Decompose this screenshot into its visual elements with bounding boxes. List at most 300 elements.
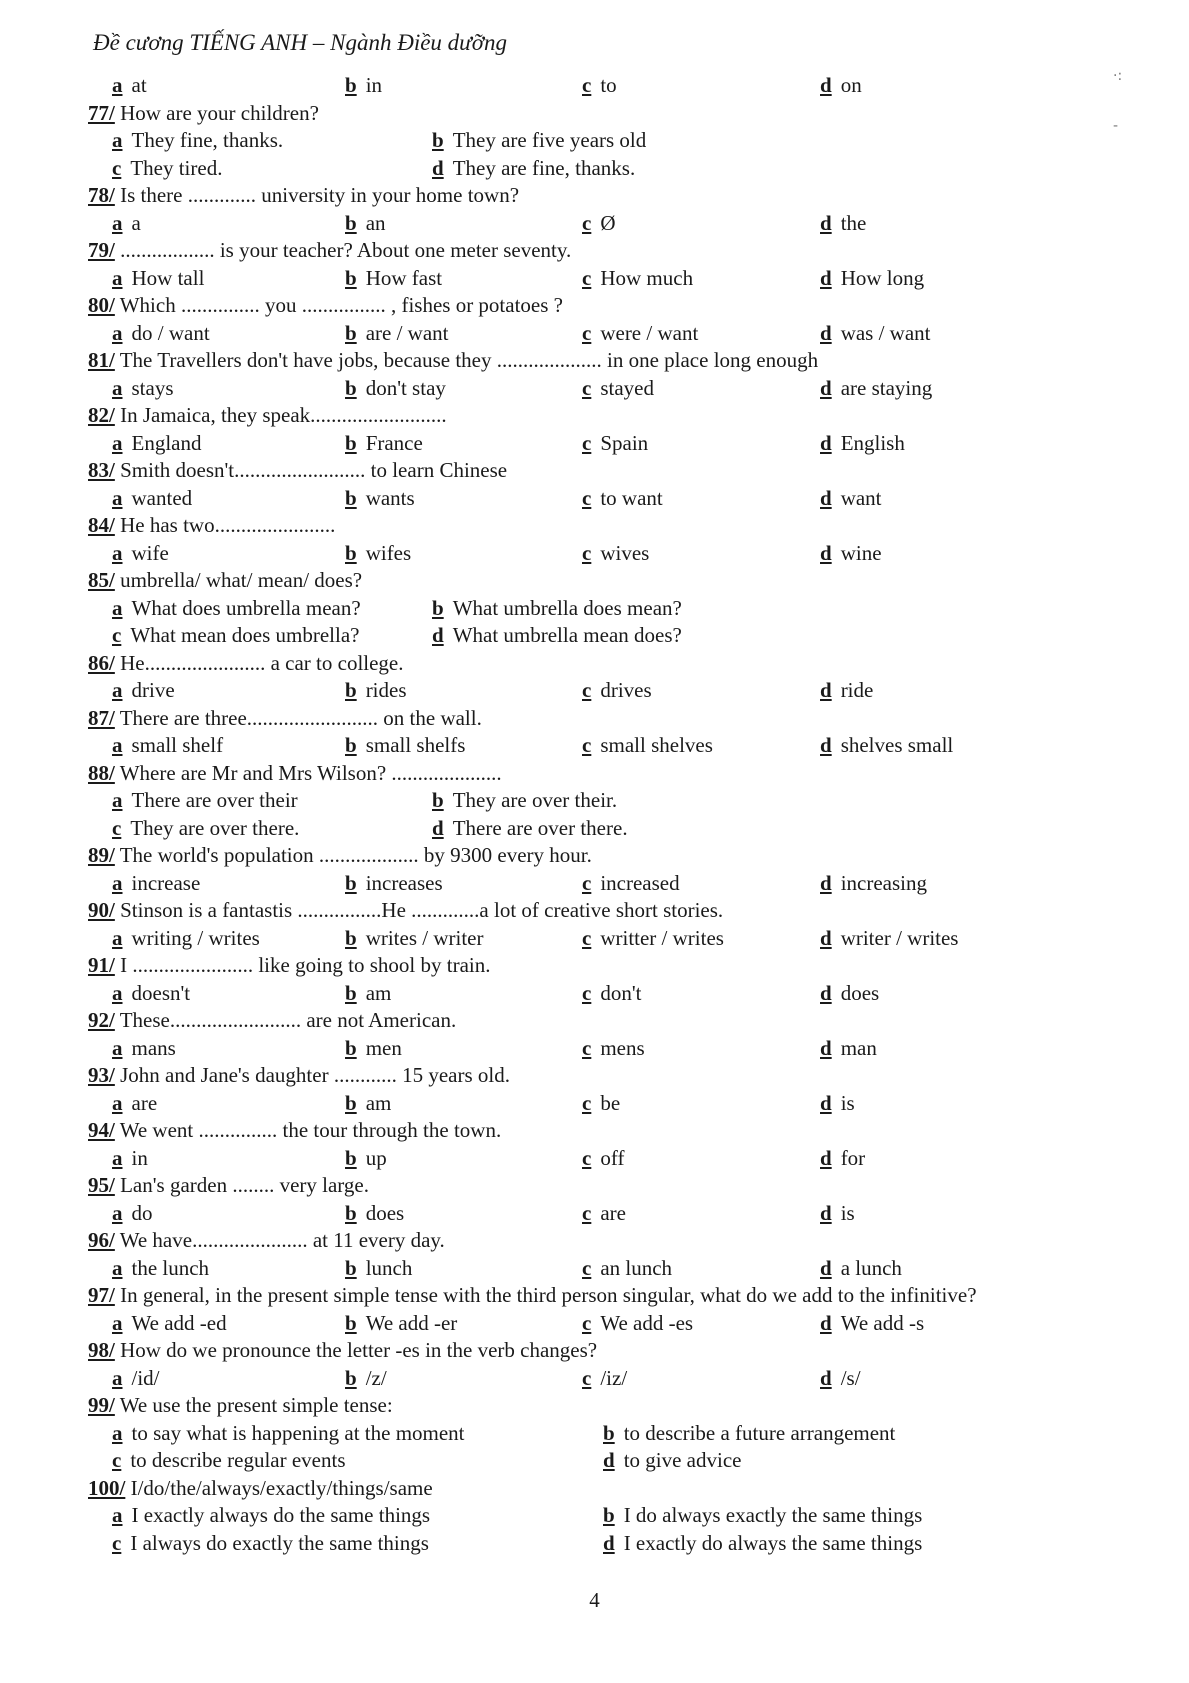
question-number: 89/ (88, 843, 115, 867)
option-text: writes / writer (365, 925, 484, 950)
option-row (0, 622, 1189, 650)
answer-option[interactable] (820, 1310, 924, 1338)
option-row (0, 1200, 1189, 1228)
answer-option[interactable] (432, 622, 682, 650)
option-text: are (600, 1200, 626, 1225)
option-text: does (840, 980, 880, 1005)
option-text: English (840, 430, 905, 455)
answer-option[interactable] (112, 815, 299, 843)
answer-option[interactable] (112, 1035, 176, 1063)
option-row (0, 1255, 1189, 1283)
answer-option[interactable] (345, 980, 391, 1008)
answer-option[interactable] (603, 1420, 895, 1448)
answer-option[interactable] (603, 1502, 922, 1530)
option-text: at (131, 73, 147, 97)
question-stem (0, 1062, 1189, 1090)
question-number: 93/ (88, 1063, 115, 1087)
answer-option[interactable] (582, 870, 680, 898)
option-text: What mean does umbrella? (130, 623, 360, 647)
question-stem (0, 952, 1189, 980)
answer-option[interactable] (345, 1255, 412, 1283)
question-block (0, 1172, 1189, 1227)
answer-option[interactable] (345, 1145, 387, 1173)
option-text: to say what is happening at the moment (131, 1420, 465, 1445)
answer-option[interactable] (582, 485, 663, 513)
option-text: stays (131, 375, 174, 400)
option-text: We add -s (840, 1310, 925, 1335)
option-text: men (365, 1035, 402, 1060)
question-block (0, 842, 1189, 897)
answer-option[interactable] (820, 72, 862, 100)
question-block (0, 1337, 1189, 1392)
answer-option[interactable] (820, 870, 927, 898)
option-letter: d (820, 678, 832, 702)
option-letter: b (603, 1420, 615, 1445)
option-text: an lunch (600, 1255, 673, 1280)
answer-option[interactable] (112, 1420, 465, 1448)
option-text: am (365, 980, 392, 1005)
answer-option[interactable] (820, 1200, 855, 1228)
answer-option[interactable] (112, 540, 169, 568)
question-text: Is there ............. university in your home town? (120, 183, 520, 207)
question-number: 84/ (88, 513, 115, 537)
answer-option[interactable] (112, 72, 147, 100)
answer-option[interactable] (112, 1090, 157, 1118)
option-letter: a (112, 1365, 123, 1390)
option-text: are (131, 1090, 158, 1115)
answer-option[interactable] (582, 430, 648, 458)
answer-option[interactable] (582, 1145, 624, 1173)
option-letter: d (603, 1448, 615, 1472)
question-list (0, 72, 1189, 1557)
option-text: a lunch (840, 1255, 902, 1280)
question-text: John and Jane's daughter ............ 15 years old. (120, 1063, 510, 1087)
option-row (0, 1035, 1189, 1063)
option-letter: b (345, 1200, 357, 1225)
option-text: rides (365, 678, 407, 702)
answer-option[interactable] (582, 210, 616, 238)
question-stem (0, 237, 1189, 265)
answer-option[interactable] (112, 430, 201, 458)
option-letter: c (582, 265, 592, 290)
option-letter: a (112, 870, 123, 895)
answer-option[interactable] (820, 925, 958, 953)
answer-option[interactable] (432, 595, 682, 623)
option-letter: c (582, 1365, 592, 1390)
answer-option[interactable] (582, 1365, 627, 1393)
option-text: does (365, 1200, 405, 1225)
option-letter: d (432, 155, 444, 180)
question-number: 94/ (88, 1118, 115, 1142)
answer-option[interactable] (582, 980, 641, 1008)
answer-option[interactable] (112, 155, 222, 183)
answer-option[interactable] (582, 72, 617, 100)
question-block (0, 897, 1189, 952)
option-letter: a (112, 1035, 123, 1060)
question-number: 85/ (88, 568, 115, 592)
answer-option[interactable] (582, 265, 693, 293)
option-letter: a (112, 1420, 123, 1445)
option-letter: a (112, 1090, 123, 1115)
option-row (0, 1365, 1189, 1393)
answer-option[interactable] (112, 210, 141, 238)
answer-option[interactable] (345, 925, 483, 953)
option-text: France (365, 430, 423, 455)
answer-option[interactable] (112, 1502, 430, 1530)
option-text: Spain (600, 430, 649, 455)
option-text: increases (365, 870, 443, 895)
answer-option[interactable] (820, 375, 932, 403)
question-stem (0, 897, 1189, 925)
answer-option[interactable] (112, 870, 200, 898)
option-text: I do always exactly the same things (623, 1503, 923, 1527)
option-letter: c (582, 320, 592, 345)
option-text: for (840, 1145, 866, 1170)
option-text: There are over their (131, 788, 298, 812)
option-text: They are five years old (452, 128, 647, 152)
option-text: /iz/ (600, 1365, 628, 1390)
page-header: Đề cương TIẾNG ANH – Ngành Điều dưỡng (93, 30, 507, 55)
answer-option[interactable] (345, 1090, 391, 1118)
option-row (0, 870, 1189, 898)
option-text: How tall (131, 265, 205, 290)
option-letter: c (582, 925, 592, 950)
answer-option[interactable] (582, 1255, 672, 1283)
question-block (0, 512, 1189, 567)
question-text: He has two....................... (120, 513, 336, 537)
answer-option[interactable] (345, 540, 411, 568)
answer-option[interactable] (112, 127, 283, 155)
option-letter: a (112, 485, 123, 510)
option-text: writing / writes (131, 925, 260, 950)
question-text: We have...................... at 11 every day. (119, 1228, 445, 1252)
option-text: up (365, 1145, 387, 1170)
option-letter: c (112, 1448, 122, 1472)
option-letter: c (582, 73, 592, 97)
option-row (0, 1502, 1189, 1530)
answer-option[interactable] (112, 677, 175, 705)
option-letter: c (582, 485, 592, 510)
answer-option[interactable] (112, 1447, 346, 1475)
option-letter: d (603, 1530, 615, 1555)
answer-option[interactable] (345, 1200, 404, 1228)
option-letter: c (582, 980, 592, 1005)
answer-option[interactable] (112, 595, 361, 623)
answer-option[interactable] (432, 127, 646, 155)
question-text: We went ............... the tour through the town. (119, 1118, 502, 1142)
answer-option[interactable] (345, 430, 423, 458)
option-text: /id/ (131, 1365, 160, 1390)
option-letter: d (820, 210, 832, 235)
answer-option[interactable] (582, 1310, 693, 1338)
option-text: doesn't (131, 980, 191, 1005)
option-text: writter / writes (600, 925, 724, 950)
answer-option[interactable] (345, 320, 448, 348)
question-number: 82/ (88, 403, 115, 427)
option-row (0, 485, 1189, 513)
answer-option[interactable] (820, 1090, 855, 1118)
option-letter: b (345, 733, 357, 757)
option-text: be (600, 1090, 621, 1115)
option-row (0, 155, 1189, 183)
answer-option[interactable] (112, 375, 174, 403)
option-letter: a (112, 128, 123, 152)
answer-option[interactable] (582, 1200, 626, 1228)
question-block (0, 1117, 1189, 1172)
answer-option[interactable] (582, 320, 698, 348)
option-letter: a (112, 430, 123, 455)
option-text: mens (600, 1035, 645, 1060)
option-text: mans (131, 1035, 176, 1060)
option-letter: d (820, 1310, 832, 1335)
answer-option[interactable] (345, 1310, 457, 1338)
answer-option[interactable] (112, 1145, 148, 1173)
answer-option[interactable] (112, 925, 260, 953)
answer-option[interactable] (345, 732, 465, 760)
option-row (0, 265, 1189, 293)
question-stem (0, 1172, 1189, 1200)
answer-option[interactable] (582, 677, 652, 705)
option-text: stayed (600, 375, 654, 400)
option-letter: a (112, 678, 123, 702)
question-text: There are three......................... on the wall. (119, 705, 482, 730)
answer-option[interactable] (112, 265, 204, 293)
option-text: We add -ed (131, 1310, 227, 1335)
question-text: The world's population ................... by 9300 every hour. (119, 843, 592, 867)
question-number: 80/ (88, 293, 115, 317)
answer-option[interactable] (112, 1255, 209, 1283)
option-text: do (131, 1200, 153, 1225)
answer-option[interactable] (112, 1200, 153, 1228)
answer-option[interactable] (820, 265, 924, 293)
question-block (0, 567, 1189, 650)
question-block (0, 705, 1189, 760)
question-number: 91/ (88, 953, 115, 977)
option-text: They tired. (130, 155, 223, 180)
option-text: I exactly do always the same things (623, 1530, 923, 1555)
question-block (0, 457, 1189, 512)
question-stem (0, 182, 1189, 210)
answer-option[interactable] (345, 870, 443, 898)
answer-option[interactable] (345, 677, 407, 705)
question-stem (0, 347, 1189, 375)
option-row (0, 540, 1189, 568)
option-row (0, 1145, 1189, 1173)
answer-option[interactable] (820, 210, 866, 238)
question-number: 78/ (88, 183, 115, 207)
answer-option[interactable] (432, 155, 635, 183)
option-text: wants (365, 485, 415, 510)
answer-option[interactable] (112, 1310, 227, 1338)
option-text: /s/ (840, 1365, 861, 1390)
answer-option[interactable] (112, 622, 359, 650)
answer-option[interactable] (112, 485, 192, 513)
option-letter: b (345, 1145, 357, 1170)
option-letter: c (582, 733, 592, 757)
answer-option[interactable] (820, 430, 905, 458)
question-block (0, 237, 1189, 292)
answer-option[interactable] (112, 1365, 160, 1393)
option-text: writer / writes (840, 925, 959, 950)
option-text: ride (840, 678, 874, 702)
question-block (0, 1475, 1189, 1558)
option-letter: b (432, 595, 444, 620)
answer-option[interactable] (432, 815, 628, 843)
option-text: are / want (365, 320, 449, 345)
option-letter: b (345, 1310, 357, 1335)
answer-option[interactable] (820, 540, 882, 568)
option-letter: a (112, 1200, 123, 1225)
option-text: off (600, 1145, 625, 1170)
scan-mark: ·: (1113, 68, 1123, 84)
option-row (0, 677, 1189, 705)
option-letter: d (820, 925, 832, 950)
answer-option[interactable] (112, 732, 223, 760)
option-letter: c (582, 1145, 592, 1170)
option-text: man (840, 1035, 877, 1060)
question-stem (0, 1392, 1189, 1420)
question-block (0, 760, 1189, 843)
option-text: Ø (600, 210, 616, 235)
answer-option[interactable] (582, 375, 654, 403)
answer-option[interactable] (820, 677, 873, 705)
option-text: shelves small (840, 733, 954, 757)
answer-option[interactable] (432, 787, 617, 815)
option-text: the lunch (131, 1255, 210, 1280)
answer-option[interactable] (820, 980, 879, 1008)
answer-option[interactable] (820, 1035, 877, 1063)
answer-option[interactable] (820, 1145, 865, 1173)
option-letter: c (582, 1310, 592, 1335)
answer-option[interactable] (603, 1447, 741, 1475)
question-stem (0, 512, 1189, 540)
option-text: small shelfs (365, 733, 466, 757)
question-block (0, 650, 1189, 705)
option-text: were / want (600, 320, 699, 345)
question-text: Smith doesn't......................... to learn Chinese (120, 458, 508, 482)
option-letter: d (820, 430, 832, 455)
question-block (0, 182, 1189, 237)
answer-option[interactable] (345, 485, 415, 513)
option-row (0, 1310, 1189, 1338)
answer-option[interactable] (582, 732, 713, 760)
question-stem (0, 402, 1189, 430)
option-text: increasing (840, 870, 927, 895)
option-letter: d (820, 485, 832, 510)
option-text: do / want (131, 320, 210, 345)
option-text: How fast (365, 265, 443, 290)
question-stem (0, 842, 1189, 870)
question-number: 99/ (88, 1393, 115, 1417)
answer-option[interactable] (582, 925, 724, 953)
option-letter: a (112, 595, 123, 620)
question-block (0, 952, 1189, 1007)
question-text: Which ............... you ................ , fishes or potatoes ? (119, 293, 563, 317)
answer-option[interactable] (345, 210, 386, 238)
question-number: 100/ (88, 1475, 126, 1500)
option-text: They are over there. (130, 815, 300, 840)
option-letter: b (345, 925, 357, 950)
option-letter: b (603, 1503, 615, 1527)
question-text: Stinson is a fantastis ................He .............a lot of creative short stories. (120, 898, 724, 922)
question-number: 79/ (88, 238, 115, 262)
option-letter: a (112, 1310, 123, 1335)
answer-option[interactable] (345, 375, 446, 403)
question-number: 95/ (88, 1173, 115, 1197)
option-letter: d (820, 540, 832, 565)
question-block (0, 1227, 1189, 1282)
answer-option[interactable] (820, 485, 882, 513)
option-letter: d (820, 1200, 832, 1225)
option-letter: b (345, 870, 357, 895)
answer-option[interactable] (820, 732, 953, 760)
option-text: drives (600, 678, 652, 702)
option-letter: c (112, 1530, 122, 1555)
question-block (0, 100, 1189, 183)
question-text: We use the present simple tense: (119, 1393, 393, 1417)
option-text: increase (131, 870, 201, 895)
option-letter: b (345, 540, 357, 565)
answer-option[interactable] (582, 540, 649, 568)
option-text: There are over there. (452, 815, 628, 840)
answer-option[interactable] (820, 320, 931, 348)
option-text: They are fine, thanks. (452, 155, 636, 180)
question-text: In general, in the present simple tense with the third person singular, what do we add to the infinitive? (120, 1283, 977, 1307)
option-text: England (131, 430, 202, 455)
option-text: wifes (365, 540, 412, 565)
question-block (0, 292, 1189, 347)
option-text: to describe a future arrangement (623, 1420, 896, 1445)
option-letter: d (820, 980, 832, 1005)
question-block (0, 1392, 1189, 1475)
option-text: increased (600, 870, 680, 895)
option-text: What umbrella mean does? (452, 623, 682, 647)
option-letter: a (112, 1503, 123, 1527)
option-text: don't (600, 980, 642, 1005)
answer-option[interactable] (820, 1365, 861, 1393)
question-number: 77/ (88, 100, 115, 125)
answer-option[interactable] (112, 1530, 429, 1558)
option-letter: b (345, 678, 357, 702)
option-letter: b (432, 128, 444, 152)
option-letter: c (582, 870, 592, 895)
answer-option[interactable] (112, 320, 210, 348)
answer-option[interactable] (603, 1530, 922, 1558)
answer-option[interactable] (345, 1035, 402, 1063)
option-letter: b (345, 485, 357, 510)
question-text: How do we pronounce the letter -es in the verb changes? (120, 1338, 598, 1362)
answer-option[interactable] (582, 1035, 645, 1063)
answer-option[interactable] (112, 980, 190, 1008)
option-row (0, 815, 1189, 843)
option-text: wives (600, 540, 650, 565)
answer-option[interactable] (345, 1365, 387, 1393)
option-letter: a (112, 320, 123, 345)
option-row (0, 787, 1189, 815)
answer-option[interactable] (112, 787, 298, 815)
option-letter: d (820, 733, 832, 757)
answer-option[interactable] (345, 72, 382, 100)
question-text: How are your children? (120, 100, 319, 125)
option-row (0, 375, 1189, 403)
question-number: 86/ (88, 650, 115, 675)
answer-option[interactable] (582, 1090, 620, 1118)
option-row (0, 925, 1189, 953)
option-letter: b (345, 1365, 357, 1390)
answer-option[interactable] (345, 265, 442, 293)
answer-option[interactable] (820, 1255, 902, 1283)
option-text: /z/ (365, 1365, 387, 1390)
